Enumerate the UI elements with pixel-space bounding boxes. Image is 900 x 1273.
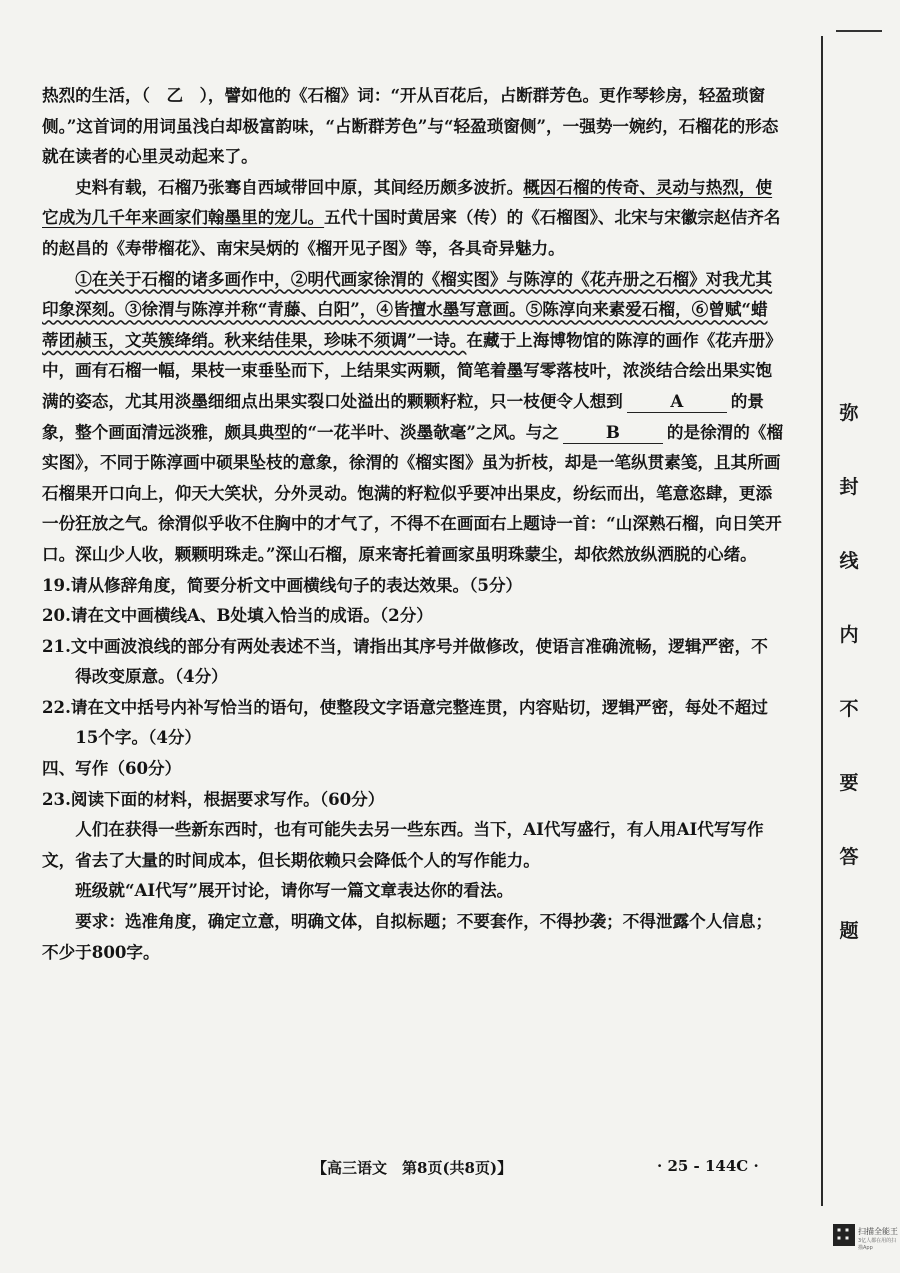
footer-code: · 25 - 144C · [657,1157,759,1175]
section-title-writing: 四、写作（60分） [42,758,182,779]
binding-notice [834,398,864,943]
binding-char: 内 [839,624,859,646]
blank-a: A [627,390,727,413]
question-19: 19.请从修辞角度，简要分析文中画横线句子的表达效果。（5分） [42,574,523,595]
question-20: 20.请在文中画横线A、B处填入恰当的成语。（2分） [42,605,433,626]
paragraph-2 [42,172,784,264]
blank-b: B [563,421,663,444]
question-22: 22.请在文中括号内补写恰当的语句，使整段文字语意完整连贯，内容贴切，逻辑严密，每处不超过15个字。（4分） [42,696,768,748]
page-content [42,80,784,967]
paragraph-3-text-c: 的是徐渭的《榴实图》，不同于陈淳画中硕果坠枝的意象，徐渭的《榴实图》虽为折枝，却是一笔纵贯素笺，且其所画石榴果开口向上，仰天大笑状，分外灵动。饱满的籽粒似乎要冲出果皮，纷纭而出，笔意恣肆，更添一份狂放之气。徐渭似乎收不住胸中的才气了，不得不在画面右上题诗一首：“山深熟石榴，向日笑开口。深山少人收，颗颗明珠走。”深山石榴，原来寄托着画家虽明珠蒙尘，却依然放纵洒脱的心绪。 [42,421,784,564]
underlined-sentence: 概因石榴的传奇、灵动与热烈，使它成为几千年来画家们翰墨里的宠儿。 [42,176,773,228]
page-footer [0,1157,900,1187]
corner-mark [836,30,882,42]
binding-char: 不 [839,698,859,720]
wavy-underlined-part: ①在关于石榴的诸多画作中，②明代画家徐渭的《榴实图》与陈淳的《花卉册之石榴》对我尤其印象深刻。③徐渭与陈淳并称“青藤、白阳”，④皆擅水墨写意画。⑤陈淳向来素爱石榴，⑥曾赋“蜡蒂团赪玉，文英簇绛绡。秋来结佳果，珍味不须调”一诗。 [42,268,773,350]
writing-task: 班级就“AI代写”展开讨论，请你写一篇文章表达你的看法。 [75,880,514,901]
binding-char: 封 [839,476,859,498]
paragraph-3-text-b: 的景象，整个画面清远淡雅，颇具典型的“一花半叶、淡墨欹毫”之风。与之 [42,390,764,442]
footer-title: 【高三语文 第8页(共8页)】 [312,1159,513,1177]
binding-char: 要 [839,772,859,794]
scanner-watermark: 扫描全能王 [858,1227,898,1236]
paragraph-3 [42,264,784,570]
binding-char: 答 [839,846,859,868]
paragraph-3-text-a: 在藏于上海博物馆的陈淳的画作《花卉册》中，画有石榴一幅，果枝一束垂坠而下，上结果实两颗，简笔着墨写零落枝叶，浓淡结合绘出果实饱满的姿态，尤其用淡墨细细点出果实裂口处溢出的颗颗籽粒，只一枝便令人想到 [42,329,782,411]
paragraph-1: 热烈的生活，（ 乙 ），譬如他的《石榴》词：“开从百花后，占断群芳色。更作琴轸房，轻盈琐窗侧。”这首词的用词虽浅白却极富韵味，“占断群芳色”与“轻盈琐窗侧”，一强势一婉约，石榴花的形态就在读者的心里灵动起来了。 [42,85,779,167]
binding-char: 题 [839,920,859,942]
paragraph-2-text-a: 史料有载，石榴乃张骞自西域带回中原，其间经历颇多波折。 [75,176,524,197]
writing-material: 人们在获得一些新东西时，也有可能失去另一些东西。当下，AI代写盛行，有人用AI代写写作文，省去了大量的时间成本，但长期依赖只会降低个人的写作能力。 [42,819,764,870]
binding-line [821,36,823,1206]
scanner-watermark-sub: 3亿人都在用的扫描App [858,1238,897,1251]
writing-requirement: 要求：选准角度，确定立意，明确文体，自拟标题；不要套作，不得抄袭；不得泄露个人信息；不少于800字。 [42,911,773,962]
question-21: 21.文中画波浪线的部分有两处表述不当，请指出其序号并做修改，使语言准确流畅，逻辑严密，不得改变原意。（4分） [42,635,768,687]
binding-char: 弥 [839,402,859,424]
qr-code-icon [833,1224,855,1246]
binding-char: 线 [839,550,859,572]
question-23: 23.阅读下面的材料，根据要求写作。（60分） [42,788,385,809]
paragraph-2-text-b: 五代十国时黄居宷（传）的《石榴图》、北宋与宋徽宗赵佶齐名的赵昌的《寿带榴花》、南宋吴炳的《榴开见子图》等，各具奇异魅力。 [42,207,781,258]
